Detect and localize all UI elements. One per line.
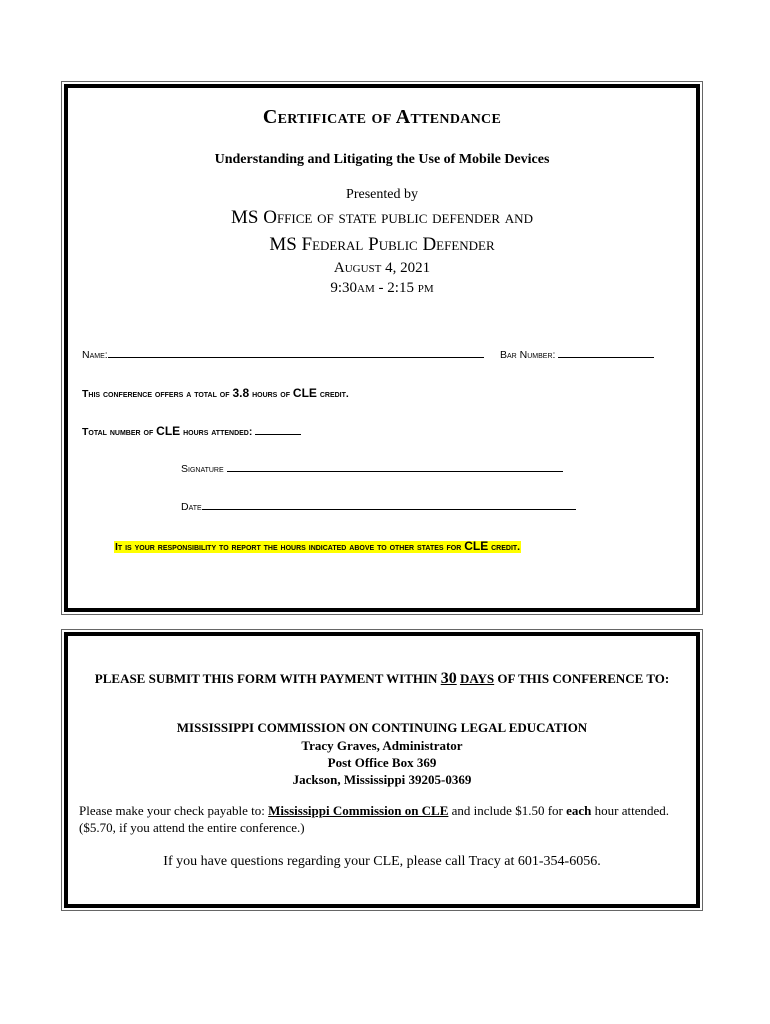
total-hours-prefix: Total number of xyxy=(82,426,154,438)
po-box: Post Office Box 369 xyxy=(327,755,437,770)
event-time: 9:30am - 2:15 pm xyxy=(330,280,434,296)
submission-heading-prefix: PLEASE SUBMIT THIS FORM WITH PAYMENT WITHIN xyxy=(94,671,438,686)
payment-prefix: Please make your check payable to: xyxy=(79,803,265,818)
city-state-zip: Jackson, Mississippi 39205-0369 xyxy=(292,772,472,787)
total-hours-suffix: hours attended: xyxy=(183,426,253,438)
course-title: Understanding and Litigating the Use of Mobile Devices xyxy=(214,152,550,167)
total-hours-cle-word: CLE xyxy=(156,424,181,438)
credit-text-mid: hours of xyxy=(252,388,290,400)
payment-payee: Mississippi Commission on CLE xyxy=(268,803,449,818)
presented-by: Presented by xyxy=(346,187,418,202)
date-line[interactable] xyxy=(202,499,576,510)
payment-mid: and include $1.50 for xyxy=(451,803,563,818)
notice-text-suffix: credit. xyxy=(491,541,521,553)
event-date: August 4, 2021 xyxy=(333,260,431,276)
credit-text-suffix: credit. xyxy=(319,388,349,400)
payment-instructions xyxy=(79,802,684,836)
date-label: Date xyxy=(181,501,202,513)
signature-label: Signature xyxy=(181,463,224,475)
credit-hours-value: 3.8 xyxy=(232,386,250,400)
bar-number-label: Bar Number: xyxy=(500,349,556,361)
responsibility-notice xyxy=(114,537,521,555)
presenter-line-1: MS Office of state public defender and xyxy=(231,207,533,228)
commission-name: MISSISSIPPI COMMISSION ON CONTINUING LEGAL EDUCATION xyxy=(176,720,588,735)
notice-text-prefix: It is your responsibility to report the hours indicated above to other states for xyxy=(115,541,462,553)
certificate-title: Certificate of Attendance xyxy=(262,106,502,128)
submission-days-number: 30 xyxy=(440,670,457,687)
administrator-name: Tracy Graves, Administrator xyxy=(301,738,463,753)
bar-number-field[interactable] xyxy=(500,347,654,361)
submission-heading xyxy=(78,670,686,687)
total-hours-line[interactable] xyxy=(255,424,301,435)
credit-cle-word: CLE xyxy=(292,386,317,400)
submission-panel xyxy=(64,632,700,908)
name-line[interactable] xyxy=(108,347,484,358)
credit-statement xyxy=(82,386,349,400)
submission-heading-suffix: OF THIS CONFERENCE TO: xyxy=(497,671,670,686)
signature-field[interactable] xyxy=(181,461,563,475)
contact-line: If you have questions regarding your CLE, please call Tracy at 601-354-6056. xyxy=(163,854,601,869)
total-hours-field[interactable] xyxy=(82,424,301,438)
presenter-line-2: MS Federal Public Defender xyxy=(269,234,495,255)
name-field[interactable] xyxy=(82,347,484,361)
notice-cle-word: CLE xyxy=(464,539,489,553)
date-field[interactable] xyxy=(181,499,576,513)
signature-line[interactable] xyxy=(227,461,563,472)
payment-each: each xyxy=(566,803,592,818)
name-label: Name: xyxy=(82,349,108,361)
submission-days-word: DAYS xyxy=(459,671,495,686)
payment-suffix: hour attended. ($5.70, if you attend the entire conference.) xyxy=(79,803,670,835)
bar-number-line[interactable] xyxy=(558,347,654,358)
certificate-panel xyxy=(64,84,700,612)
credit-text-prefix: This conference offers a total of xyxy=(82,388,230,400)
